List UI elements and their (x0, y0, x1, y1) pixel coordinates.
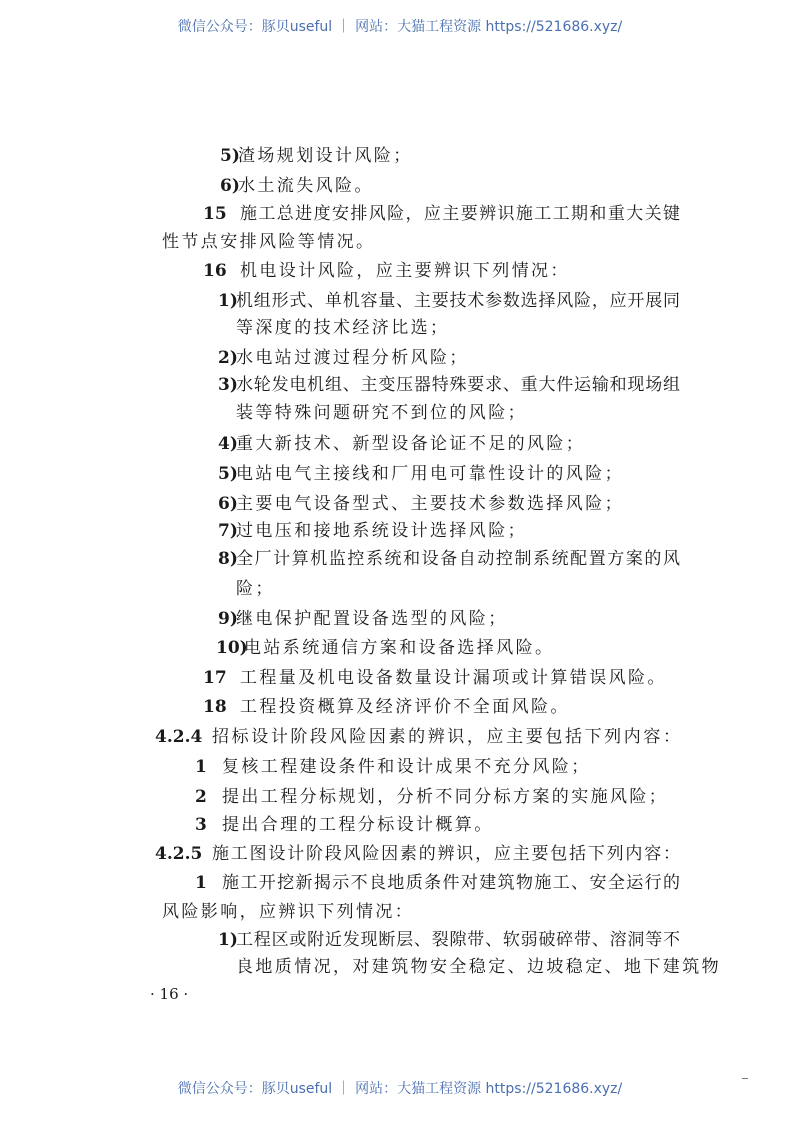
text-line: 提出工程分标规划，分析不同分标方案的实施风险； (222, 787, 669, 807)
text-line: 险； (236, 579, 275, 599)
text-line: 继电保护配置设备选型的风险； (236, 609, 508, 629)
text-line: 机组形式、单机容量、主要技术参数选择风险，应开展同 (236, 291, 680, 311)
text-line: 重大新技术、新型设备论证不足的风险； (236, 434, 586, 454)
item-number: 4.2.4 (155, 727, 203, 747)
text-line: 施工总进度安排风险，应主要辨识施工工期和重大关键 (240, 204, 680, 224)
text-line: 水轮发电机组、主变压器特殊要求、重大件运输和现场组 (236, 375, 680, 395)
text-line: 渣场规划设计风险； (238, 146, 413, 166)
item-number: 9) (218, 609, 238, 629)
text-line: 招标设计阶段风险因素的辨识，应主要包括下列内容： (212, 727, 680, 747)
item-number: 8) (218, 549, 238, 569)
text-line: 电站系统通信方案和设备选择风险。 (244, 638, 555, 658)
item-number: 4.2.5 (155, 844, 203, 864)
item-number: 7) (218, 521, 238, 541)
text-line: 风险影响，应辨识下列情况： (162, 902, 415, 922)
item-number: 1 (195, 873, 207, 893)
item-number: 2 (195, 787, 207, 807)
text-line: 水电站过渡过程分析风险； (236, 348, 469, 368)
item-number: 15 (203, 204, 227, 224)
text-line: 等深度的技术经济比选； (236, 318, 450, 338)
text-line: 工程投资概算及经济评价不全面风险。 (240, 697, 570, 717)
text-line: 复核工程建设条件和设计成果不充分风险； (222, 757, 591, 777)
item-number: 3) (218, 375, 238, 395)
text-line: 主要电气设备型式、主要技术参数选择风险； (236, 494, 624, 514)
text-line: 工程区或附近发现断层、裂隙带、软弱破碎带、溶洞等不 (236, 930, 680, 950)
divider (742, 1078, 748, 1079)
item-number: 6) (220, 176, 240, 196)
text-line: 全厂计算机监控系统和设备自动控制系统配置方案的风 (236, 549, 680, 569)
footer-watermark: 微信公众号：豚贝useful ｜ 网站：大猫工程资源 https://521686.xyz/ (177, 1081, 623, 1097)
item-number: 4) (218, 434, 238, 454)
item-number: 1 (195, 757, 207, 777)
text-line: 过电压和接地系统设计选择风险； (236, 521, 527, 541)
item-number: 5) (218, 464, 238, 484)
item-number: 17 (203, 668, 227, 688)
text-line: 电站电气主接线和厂用电可靠性设计的风险； (236, 464, 624, 484)
item-number: 18 (203, 697, 227, 717)
item-number: 3 (195, 815, 207, 835)
item-number: 2) (218, 348, 238, 368)
item-number: 5) (220, 146, 240, 166)
item-number: 10) (216, 638, 248, 658)
item-number: 1) (218, 930, 238, 950)
text-line: 良地质情况，对建筑物安全稳定、边坡稳定、地下建筑物 (236, 957, 721, 977)
text-line: 施工开挖新揭示不良地质条件对建筑物施工、安全运行的 (222, 873, 680, 893)
item-number: 6) (218, 494, 238, 514)
page-number: · 16 · (150, 985, 189, 1003)
header-watermark: 微信公众号：豚贝useful ｜ 网站：大猫工程资源 https://521686.xyz/ (177, 19, 623, 35)
text-line: 水土流失风险。 (238, 176, 374, 196)
text-line: 工程量及机电设备数量设计漏项或计算错误风险。 (240, 668, 667, 688)
item-number: 16 (203, 261, 227, 281)
text-line: 装等特殊问题研究不到位的风险； (236, 403, 527, 423)
item-number: 1) (218, 291, 238, 311)
text-line: 性节点安排风险等情况。 (162, 232, 376, 252)
text-line: 提出合理的工程分标设计概算。 (222, 815, 494, 835)
text-line: 施工图设计阶段风险因素的辨识，应主要包括下列内容： (212, 844, 680, 864)
text-line: 机电设计风险，应主要辨识下列情况： (240, 261, 570, 281)
